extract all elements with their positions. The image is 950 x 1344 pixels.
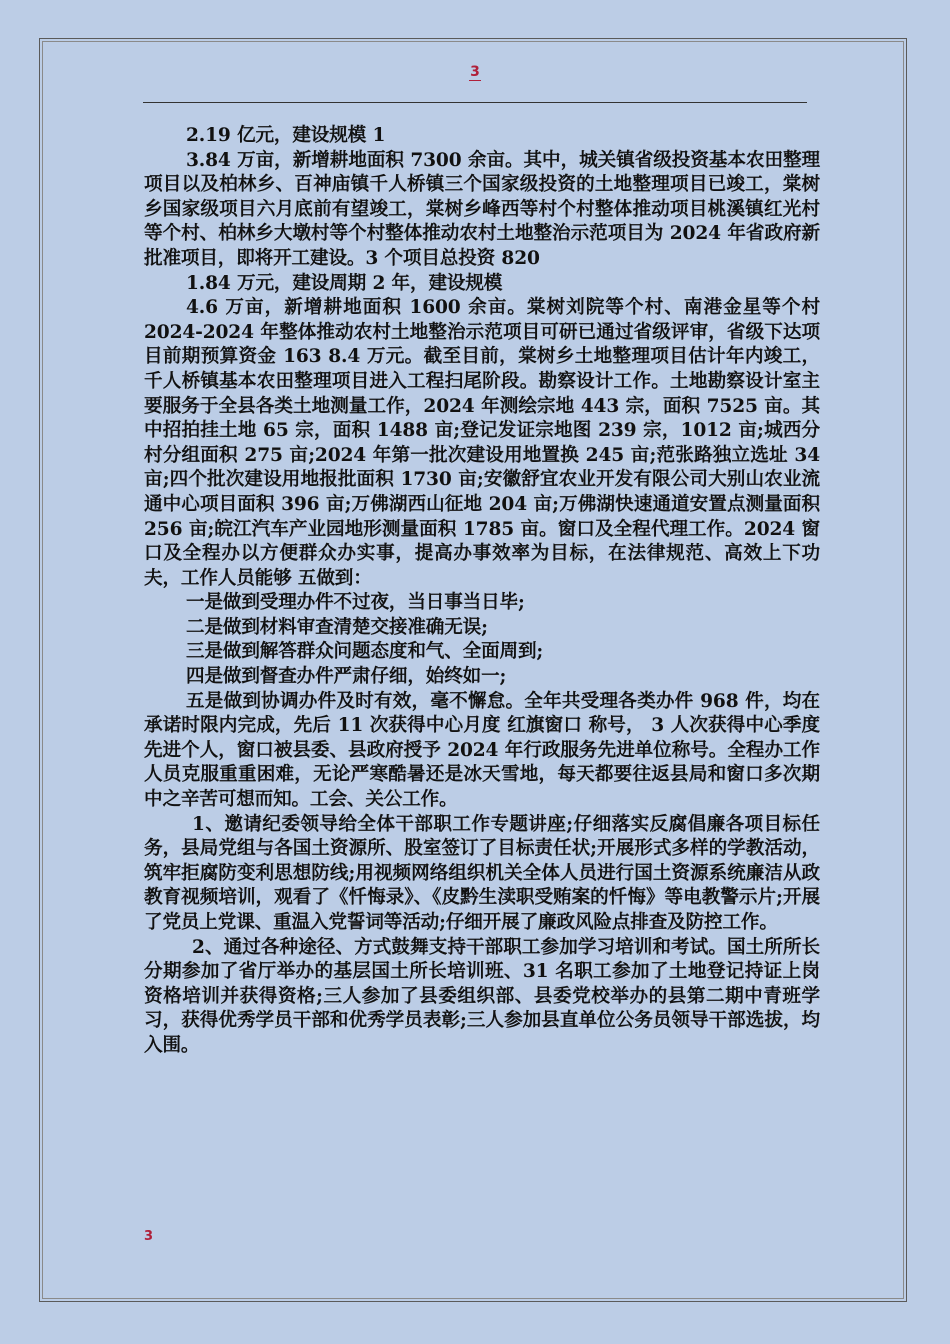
document-body <box>144 124 820 1059</box>
paragraph: 三是做到解答群众问题态度和气、全面周到; <box>186 641 544 663</box>
paragraph: 2、通过各种途径、方式鼓舞支持干部职工参加学习培训和考试。国土所所长分期参加了省厅举办的基层国土所长培训班、31 名职工参加了土地登记持证上岗资格培训并获得资格;三人参加了县委组织部、县委党校举办的县第二期中青班学习，获得优秀学员干部和优秀学员表彰;三人参加县直单位公务员领导干部选拔，均入围。 <box>144 936 820 1056</box>
footer-page-number: 3 <box>144 1229 154 1244</box>
paragraph: 四是做到督查办件严肃仔细，始终如一; <box>186 666 507 688</box>
header-page-number: 3 <box>470 64 480 80</box>
paragraph: 1、邀请纪委领导给全体干部职工作专题讲座;仔细落实反腐倡廉各项目标任务，县局党组与各国土资源所、股室签订了目标责任状;开展形式多样的学教活动，筑牢拒腐防变利思想防线;用视频网络组织机关全体人员进行国土资源系统廉洁从政教育视频培训，观看了《忏悔录》、《皮黔生渎职受贿案的忏悔》等电教警示片;开展了党员上党课、重温入党誓词等活动;仔细开展了廉政风险点排查及防控工作。 <box>144 813 820 933</box>
paragraph: 2.19 亿元，建设规模 1 <box>186 125 386 146</box>
paragraph: 4.6 万亩，新增耕地面积 1600 余亩。棠树刘院等个村、南港金星等个村 2024-2024 年整体推动农村土地整治示范项目可研已通过省级评审，省级下达项目前期预算资金 163 8.4 万元。截至目前，棠树乡土地整理项目估计年内竣工，千人桥镇基本农田整理项目进入工程扫尾阶段。勘察设计工作。土地勘察设计室主要服务于全县各类土地测量工作，2024 年测绘宗地 443 宗，面积 7525 亩。其中招拍挂土地 65 宗，面积 1488 亩;登记发证宗地图 239 宗，1012 亩;城西分村分组面积 275 亩;2024 年第一批次建设用地置换 245 亩;范张路独立选址 34 亩;四个批次建设用地报批面积 1730 亩;安徽舒宜农业开发有限公司大别山农业流通中心项目面积 396 亩;万佛湖西山征地 204 亩;万佛湖快速通道安置点测量面积 256 亩;皖江汽车产业园地形测量面积 1785 亩。窗口及全程代理工作。2024 窗口及全程办以方便群众办实事，提高办事效率为目标，在法律规范、高效上下功夫，工作人员能够 五做到： <box>144 297 820 589</box>
paragraph: 1.84 万元，建设周期 2 年，建设规模 <box>186 272 503 294</box>
paragraph: 一是做到受理办件不过夜，当日事当日毕; <box>186 592 525 614</box>
paragraph: 五是做到协调办件及时有效，毫不懈怠。全年共受理各类办件 968 件，均在承诺时限内完成，先后 11 次获得中心月度 红旗窗口 称号， 3 人次获得中心季度先进个人，窗口被县委、县政府授予 2024 年行政服务先进单位称号。全程办工作人员克服重重困难，无论严寒酷暑还是冰天雪地，每天都要往返县局和窗口多次期中之辛苦可想而知。工会、关公工作。 <box>144 690 820 811</box>
paragraph: 二是做到材料审查清楚交接准确无误; <box>186 616 488 638</box>
paragraph: 3.84 万亩，新增耕地面积 7300 余亩。其中，城关镇省级投资基本农田整理项目以及柏林乡、百神庙镇千人桥镇三个国家级投资的土地整理项目已竣工，棠树乡国家级项目六月底前有望竣工，棠树乡峰西等村个村整体推动项目桃溪镇红光村等个村、柏林乡大墩村等个村整体推动农村土地整治示范项目为 2024 年省政府新批准项目，即将开工建设。3 个项目总投资 820 <box>144 149 820 269</box>
header-rule <box>143 102 807 103</box>
